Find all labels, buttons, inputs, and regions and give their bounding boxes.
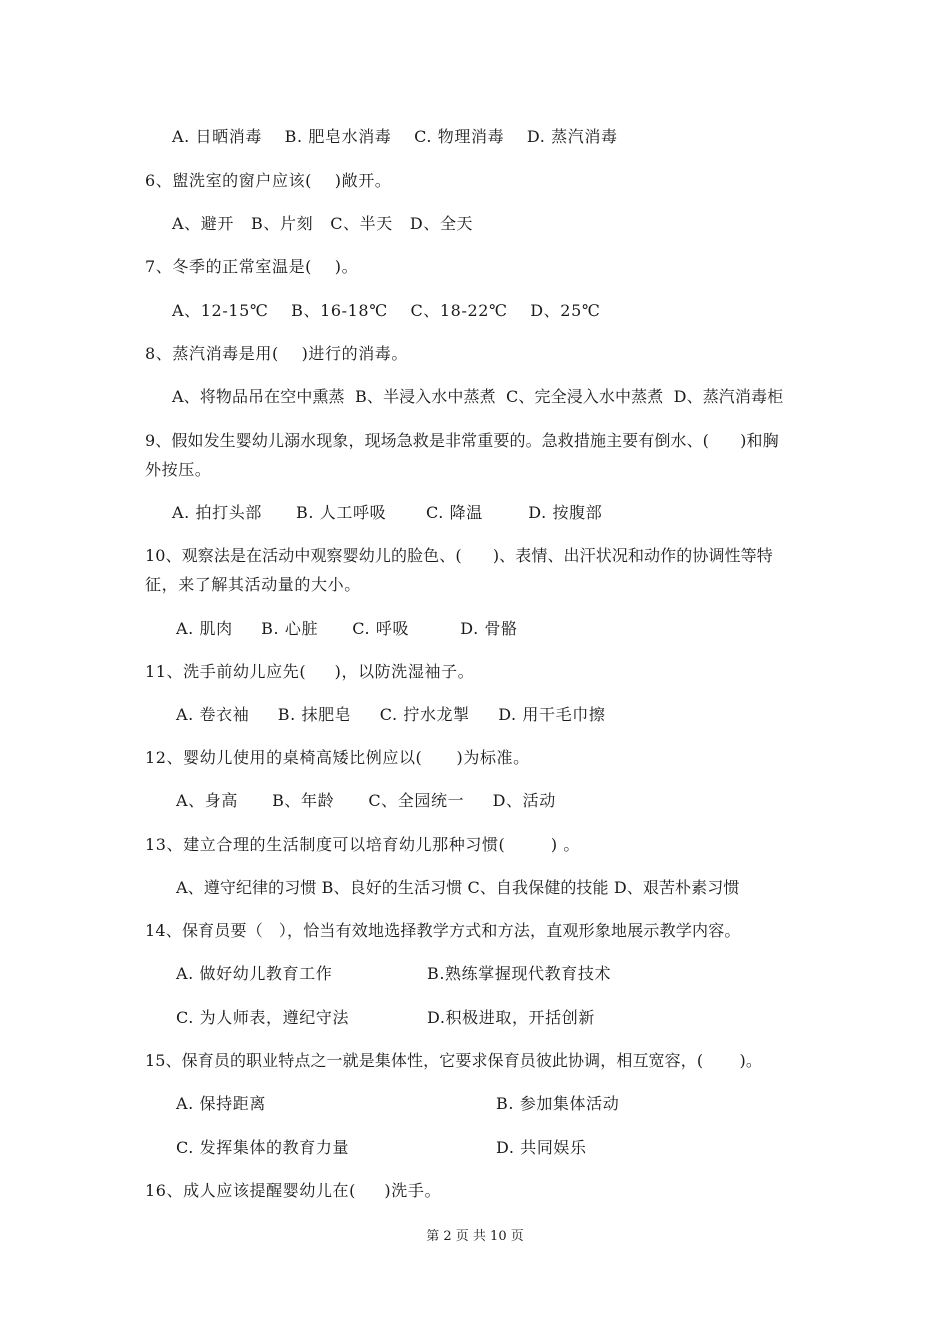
question-line: 7、冬季的正常室温是( )。 <box>145 257 359 276</box>
option-line: A、将物品吊在空中熏蒸 B、半浸入水中蒸煮 C、完全浸入水中蒸煮 D、蒸汽消毒柜 <box>172 387 784 406</box>
question-line: 13、建立合理的生活制度可以培育幼儿那种习惯( ) 。 <box>145 835 581 854</box>
option-line: A、遵守纪律的习惯 B、良好的生活习惯 C、自我保健的技能 D、艰苦朴素习惯 <box>176 878 740 897</box>
option-d: D.积极进取，开括创新 <box>427 1008 595 1027</box>
question-line: 15、保育员的职业特点之一就是集体性，它要求保育员彼此协调，相互宽容，( )。 <box>145 1051 762 1070</box>
option-c: C. 为人师表，遵纪守法 <box>176 1008 350 1027</box>
option-line: A. 肌肉 B. 心脏 C. 呼吸 D. 骨骼 <box>176 619 518 638</box>
question-line: 11、洗手前幼儿应先( )，以防洗湿袖子。 <box>145 662 475 681</box>
question-line: 征，来了解其活动量的大小。 <box>145 575 361 594</box>
option-line: A、身高 B、年龄 C、全园统一 D、活动 <box>176 791 556 810</box>
question-line: 14、保育员要（ ），恰当有效地选择教学方式和方法，直观形象地展示教学内容。 <box>145 921 741 940</box>
option-line: A. 卷衣袖 B. 抹肥皂 C. 拧水龙掣 D. 用干毛巾擦 <box>176 705 606 724</box>
option-a: A. 做好幼儿教育工作 <box>176 964 333 983</box>
option-b: B. 参加集体活动 <box>496 1094 620 1113</box>
option-c: C. 发挥集体的教育力量 <box>176 1138 350 1157</box>
question-line: 外按压。 <box>145 460 212 479</box>
question-line: 10、观察法是在活动中观察婴幼儿的脸色、( )、表情、出汗状况和动作的协调性等特 <box>145 546 773 565</box>
option-line: A、避开 B、片刻 C、半天 D、全天 <box>172 214 474 233</box>
page-footer: 第 2 页 共 10 页 <box>426 1229 524 1244</box>
option-b: B.熟练掌握现代教育技术 <box>427 964 612 983</box>
question-line: 16、成人应该提醒婴幼儿在( )洗手。 <box>145 1181 442 1200</box>
question-line: 9、假如发生婴幼儿溺水现象，现场急救是非常重要的。急救措施主要有倒水、( )和胸 <box>145 431 779 450</box>
question-line: 8、蒸汽消毒是用( )进行的消毒。 <box>145 344 409 363</box>
option-line: A. 日晒消毒 B. 肥皂水消毒 C. 物理消毒 D. 蒸汽消毒 <box>172 127 618 146</box>
option-d: D. 共同娱乐 <box>496 1138 587 1157</box>
question-line: 12、婴幼儿使用的桌椅高矮比例应以( )为标准。 <box>145 748 530 767</box>
question-line: 6、盥洗室的窗户应该( )敞开。 <box>145 171 392 190</box>
option-a: A. 保持距离 <box>176 1094 266 1113</box>
option-line: A. 拍打头部 B. 人工呼吸 C. 降温 D. 按腹部 <box>172 503 603 522</box>
option-line: A、12-15℃ B、16-18℃ C、18-22℃ D、25℃ <box>172 301 601 320</box>
